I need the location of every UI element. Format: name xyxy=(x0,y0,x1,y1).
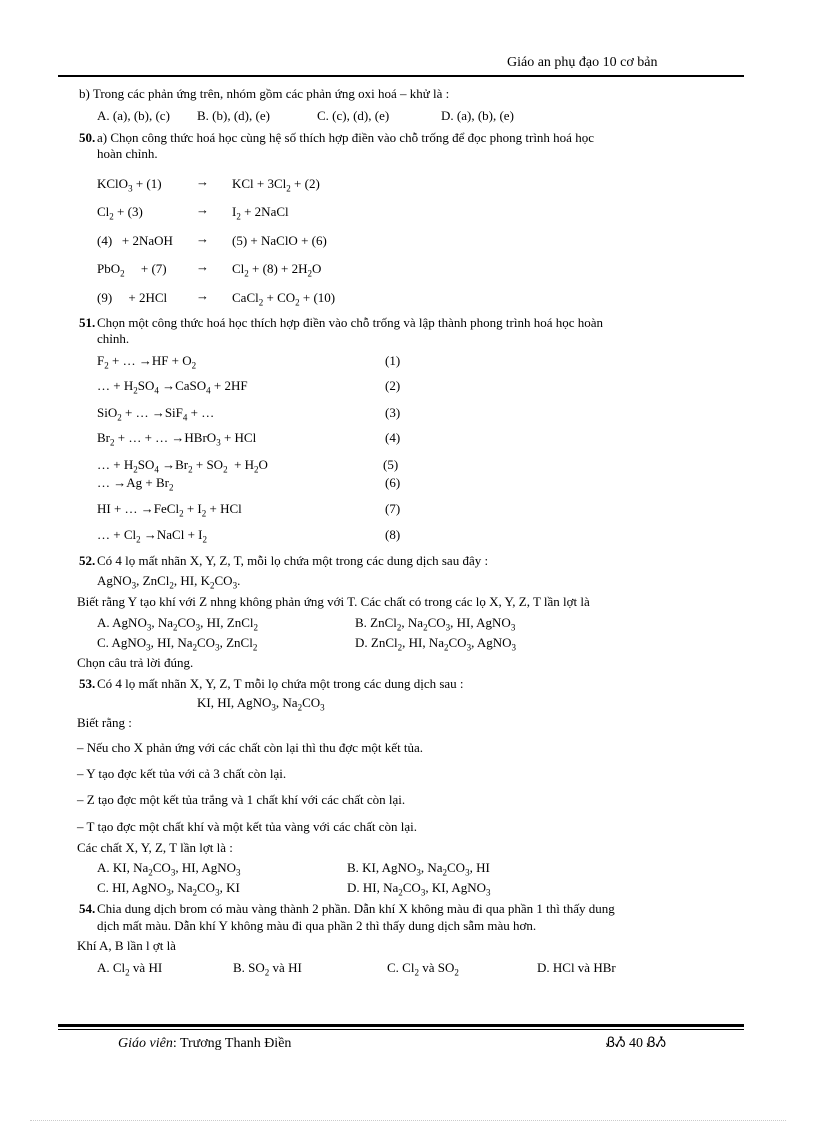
q49b-stem: b) Trong các phản ứng trên, nhóm gồm các phản ứng oxi hoá – khử là : xyxy=(79,86,450,101)
q53-ask: Các chất X, Y, Z, T lần lợt là : xyxy=(77,840,233,855)
q50-row-left: KClO$_3$ + (1) xyxy=(97,176,162,194)
ornament-left-icon: ᏰᏱ xyxy=(606,1036,626,1051)
q54-option-c: C. $Cl_2$ và $SO_2$ xyxy=(387,960,459,978)
footer-page xyxy=(606,1036,666,1052)
page-number: 40 xyxy=(628,1036,643,1051)
q51-equation-number: (7) xyxy=(385,501,401,516)
q53-stem: Có 4 lọ mất nhãn X, Y, Z, T mỗi lọ chứa một trong các dung dịch sau : xyxy=(97,676,464,691)
footer-rule-thin xyxy=(58,1029,744,1030)
q51-equation: SiO$_2$ + … →SiF$_4$ + … xyxy=(97,405,215,423)
q52-option-d: D. ZnCl$_2$, HI, $Na_2CO_3$, AgNO$_3$ xyxy=(355,635,517,653)
footer-teacher-label: Giáo viên xyxy=(118,1036,173,1051)
q53-list: KI, HI, AgNO$_3$, $Na_2CO_3$ xyxy=(197,695,325,713)
q54-option-d: D. HCl và HBr xyxy=(537,960,616,975)
q52-option-a: A. AgNO$_3$, $Na_2CO_3$, HI, ZnCl$_2$ xyxy=(97,615,259,633)
q50-row-right: $I_2$ + 2NaCl xyxy=(232,204,289,222)
q51-equation: … + $Cl_2$ →NaCl + $I_2$ xyxy=(97,527,207,545)
q53-fact: – T tạo đợc một chất khí và một kết tủa vàng với các chất còn lại. xyxy=(77,819,417,834)
q53-known: Biết rằng : xyxy=(77,715,132,730)
q52-choose: Chọn câu trả lời đúng. xyxy=(77,655,194,670)
q53-fact: – Z tạo đợc một kết tủa trắng và 1 chất khí với các chất còn lại. xyxy=(77,792,406,807)
q50-stem-line2: hoàn chỉnh. xyxy=(97,146,158,161)
q52-list: AgNO$_3$, ZnCl$_2$, HI, $K_2CO_3$. xyxy=(97,573,241,591)
q50-row-right: $Cl_2 + (8) + 2H_2O$ xyxy=(232,261,322,279)
q50-row-arrow: → xyxy=(196,174,209,189)
q50-row-left: (4) + 2NaOH xyxy=(97,233,173,248)
q51-stem-line1: Chọn một công thức hoá học thích hợp điền vào chỗ trống và lập thành phong trình hoá học hoàn xyxy=(97,315,604,330)
q52-stem: Có 4 lọ mất nhãn X, Y, Z, T, mỗi lọ chứa một trong các dung dịch sau đây : xyxy=(97,553,489,568)
bottom-dotted-line xyxy=(30,1120,786,1121)
q50-stem-line1: a) Chọn công thức hoá học cùng hệ số thích hợp điền vào chỗ trống để đọc phong trình hoá học xyxy=(97,130,594,145)
q51-equation-number: (5) xyxy=(383,457,399,472)
q52-number: 52. xyxy=(79,553,96,568)
q50-row-arrow: → xyxy=(196,231,209,246)
q54-stem-line2: dịch mất màu. Dẫn khí Y không màu đi qua phần 2 thì thấy dung dịch sẫm màu hơn. xyxy=(97,918,537,933)
q50-row-right: CaCl$_2$ + $CO_2 + (10)$ xyxy=(232,290,336,308)
q51-number: 51. xyxy=(79,315,96,330)
q49b-option-b: B. (b), (d), (e) xyxy=(197,108,270,123)
q53-option-d: D. HI, $Na_2CO_3$, KI, AgNO$_3$ xyxy=(347,880,491,898)
q49b-option-d: D. (a), (b), (e) xyxy=(441,108,514,123)
q50-row-left: PbO$_2$ + (7) xyxy=(97,261,167,279)
q51-equation: $Br_2$ + … + … →HBrO$_3$ + HCl xyxy=(97,430,257,448)
q52-known: Biết rằng Y tạo khí với Z nhng không phản ứng với T. Các chất có trong các lọ X, Y, Z, T lần lợt là xyxy=(77,594,590,609)
ornament-right-icon: ᏰᏱ xyxy=(646,1036,666,1051)
q52-option-b: B. ZnCl$_2$, $Na_2CO_3$, HI, AgNO$_3$ xyxy=(355,615,516,633)
q54-option-b: B. $SO_2$ và HI xyxy=(233,960,302,978)
q51-equation: … + $H_2SO_4$ →CaSO$_4$ + 2HF xyxy=(97,378,248,396)
q50-row-right: (5) + NaClO + (6) xyxy=(232,233,327,248)
q51-stem-line2: chỉnh. xyxy=(97,331,130,346)
q54-stem-line1: Chia dung dịch brom có màu vàng thành 2 phần. Dẫn khí X không màu đi qua phần 1 thì thấy dung xyxy=(97,901,615,916)
q51-equation-number: (8) xyxy=(385,527,401,542)
q51-equation-number: (3) xyxy=(385,405,401,420)
q54-option-a: A. $Cl_2$ và HI xyxy=(97,960,163,978)
q51-equation-number: (1) xyxy=(385,353,401,368)
q53-number: 53. xyxy=(79,676,96,691)
q50-number: 50. xyxy=(79,130,96,145)
q53-fact: – Nếu cho X phản ứng với các chất còn lại thì thu đợc một kết tủa. xyxy=(77,740,424,755)
q50-row-left: (9) + 2HCl xyxy=(97,290,168,305)
q51-equation-number: (2) xyxy=(385,378,401,393)
q52-option-c: C. AgNO$_3$, HI, $Na_2CO_3$, ZnCl$_2$ xyxy=(97,635,258,653)
q51-equation-number: (4) xyxy=(385,430,401,445)
footer-teacher xyxy=(118,1036,291,1052)
q54-number: 54. xyxy=(79,901,96,916)
q50-row-arrow: → xyxy=(196,202,209,217)
footer-rule-thick xyxy=(58,1024,744,1027)
q50-row-left: $Cl_2 + (3)$ xyxy=(97,204,143,222)
header-rule xyxy=(58,75,744,77)
q50-row-right: KCl + $3Cl_2 + (2)$ xyxy=(232,176,320,194)
q53-fact: – Y tạo đợc kết tủa với cả 3 chất còn lại. xyxy=(77,766,287,781)
q49b-option-a: A. (a), (b), (c) xyxy=(97,108,170,123)
q54-ask: Khí A, B lần l ợt là xyxy=(77,938,176,953)
q51-equation: … + $H_2SO_4 \to Br_2 + SO_2 + H_2O$ xyxy=(97,457,268,475)
q50-row-arrow: → xyxy=(196,288,209,303)
q53-option-c: C. HI, AgNO$_3$, $Na_2CO_3$, KI xyxy=(97,880,240,898)
q53-option-b: B. KI, AgNO$_3$, $Na_2CO_3$, HI xyxy=(347,860,490,878)
q51-equation: … $\to Ag + Br_2$ xyxy=(97,475,174,493)
header-title: Giáo an phụ đạo 10 cơ bản xyxy=(507,55,658,70)
q50-row-arrow: → xyxy=(196,259,209,274)
q51-equation: $F_2$ + … $\to HF + O_2$ xyxy=(97,353,197,371)
q51-equation-number: (6) xyxy=(385,475,401,490)
q53-option-a: A. KI, $Na_2CO_3$, HI, AgNO$_3$ xyxy=(97,860,241,878)
q49b-option-c: C. (c), (d), (e) xyxy=(317,108,390,123)
footer-teacher-name: : Trương Thanh Điền xyxy=(172,1036,292,1051)
q51-equation: HI + … →FeCl$_2$ + $I_2$ + HCl xyxy=(97,501,242,519)
